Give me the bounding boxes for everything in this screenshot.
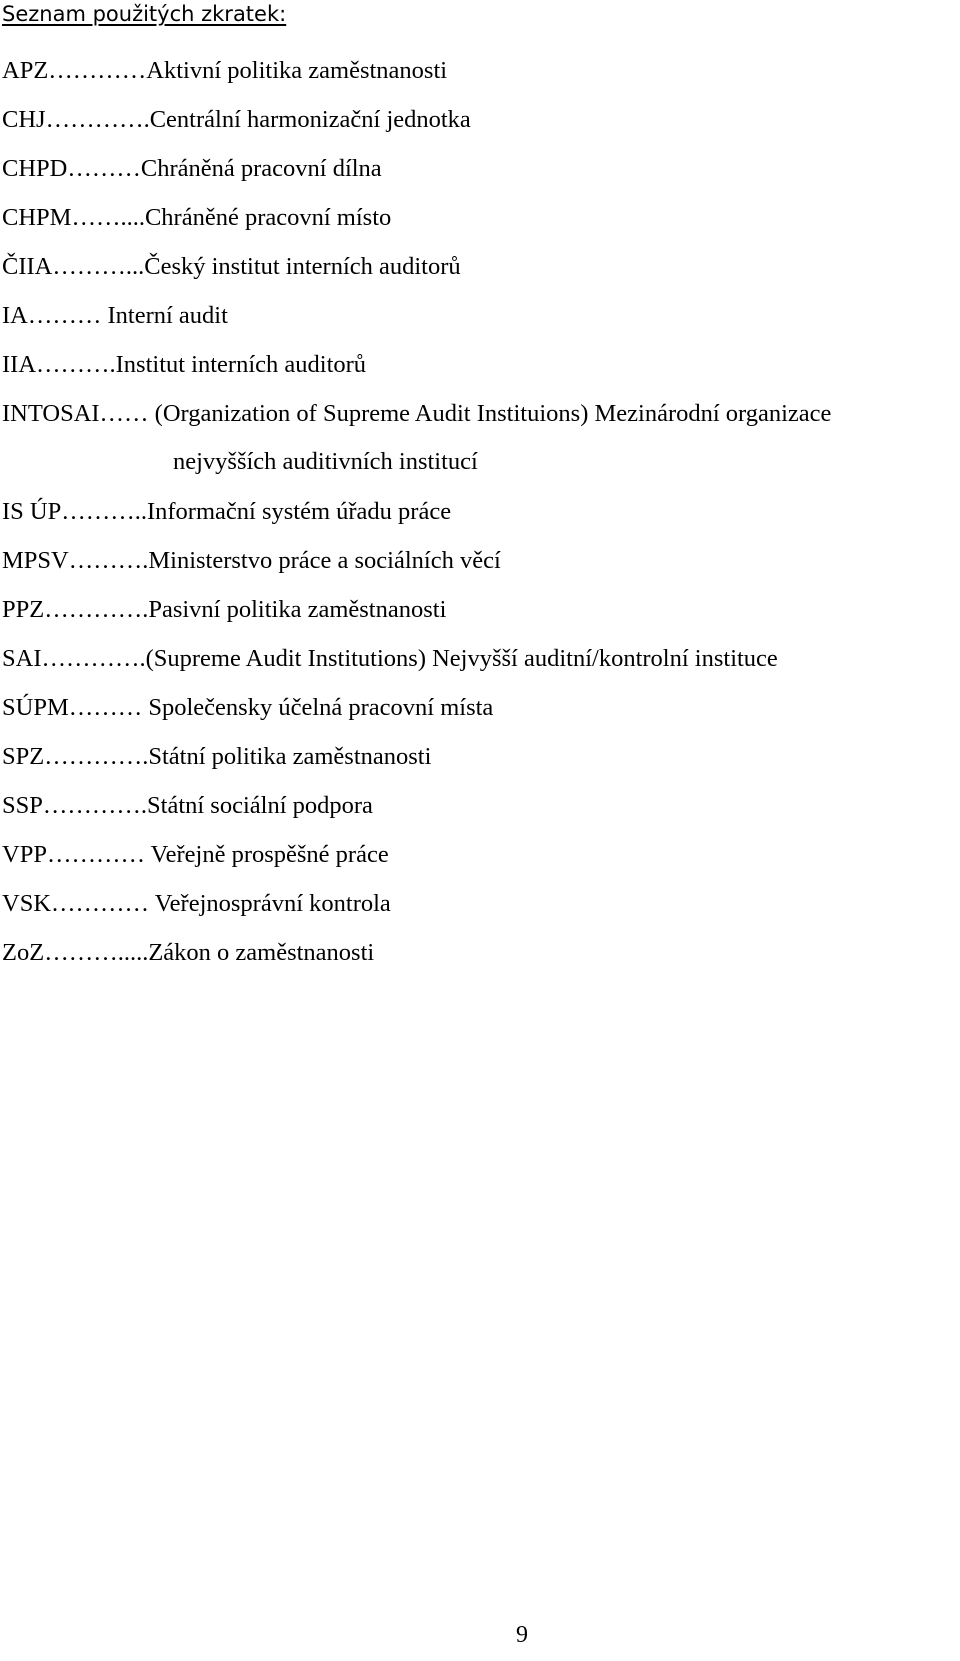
abbreviation: PPZ <box>2 596 45 623</box>
definition: (Organization of Supreme Audit Instituions) Mezinárodní organizace <box>154 400 832 427</box>
dot-leader: ……… <box>67 155 141 182</box>
abbreviation: CHPD <box>2 155 68 182</box>
dot-leader: …………. <box>41 645 146 672</box>
dot-leader: …………. <box>42 792 148 819</box>
abbreviation-list <box>2 56 831 987</box>
definition: Informační systém úřadu práce <box>146 498 452 525</box>
list-item <box>2 105 831 154</box>
list-item <box>2 791 831 840</box>
dot-leader: ………… <box>48 57 147 84</box>
definition: Centrální harmonizační jednotka <box>149 106 471 133</box>
abbreviation: VPP <box>2 841 47 868</box>
page-number: 9 <box>516 1622 528 1648</box>
definition: Chráněná pracovní dílna <box>140 155 382 182</box>
definition: (Supreme Audit Institutions) Nejvyšší auditní/kontrolní instituce <box>145 645 778 672</box>
dot-leader: ………… <box>51 890 155 917</box>
abbreviation: IIA <box>2 351 37 378</box>
definition-continuation: nejvyšších auditivních institucí <box>173 448 478 475</box>
dot-leader: ……… <box>68 694 149 721</box>
page-heading: Seznam použitých zkratek: <box>2 2 287 26</box>
definition: Veřejně prospěšné práce <box>150 841 389 868</box>
list-item <box>2 497 831 546</box>
abbreviation: IA <box>2 302 28 329</box>
list-item <box>2 546 831 595</box>
list-item <box>2 154 831 203</box>
abbreviation: INTOSAI <box>2 400 100 427</box>
list-item <box>2 203 831 252</box>
definition: Institut interních auditorů <box>115 351 367 378</box>
definition: Veřejnosprávní kontrola <box>154 890 391 917</box>
list-item <box>2 742 831 791</box>
dot-leader: …………. <box>44 743 149 770</box>
abbreviation: ZoZ <box>2 939 45 966</box>
list-item <box>2 889 831 938</box>
abbreviation: SAI <box>2 645 42 672</box>
dot-leader: ………. <box>68 547 149 574</box>
dot-leader: ………..... <box>44 939 149 966</box>
list-item <box>2 350 831 399</box>
dot-leader: ……… <box>27 302 108 329</box>
abbreviation: IS ÚP <box>2 498 62 525</box>
abbreviation: SÚPM <box>2 694 69 721</box>
dot-leader: ………. <box>36 351 116 378</box>
definition: Státní sociální podpora <box>147 792 373 819</box>
abbreviation: CHPM <box>2 204 72 231</box>
list-item <box>2 56 831 105</box>
abbreviation: MPSV <box>2 547 69 574</box>
definition: Ministerstvo práce a sociálních věcí <box>148 547 501 574</box>
definition: Chráněné pracovní místo <box>144 204 392 231</box>
abbreviation: SPZ <box>2 743 45 770</box>
definition: Český institut interních auditorů <box>144 253 461 280</box>
abbreviation: ČIIA <box>2 253 53 280</box>
dot-leader: …………. <box>44 596 149 623</box>
dot-leader: ……….. <box>61 498 147 525</box>
list-item <box>2 301 831 350</box>
dot-leader: …………. <box>45 106 150 133</box>
abbreviation: APZ <box>2 57 49 84</box>
definition: Státní politika zaměstnanosti <box>148 743 432 770</box>
list-item <box>2 840 831 889</box>
list-item <box>2 252 831 301</box>
list-item <box>2 595 831 644</box>
definition: Aktivní politika zaměstnanosti <box>146 57 448 84</box>
definition: Společensky účelná pracovní místa <box>148 694 494 721</box>
definition: Zákon o zaměstnanosti <box>148 939 375 966</box>
list-item <box>2 938 831 987</box>
abbreviation: VSK <box>2 890 52 917</box>
dot-leader: ………… <box>46 841 151 868</box>
dot-leader: …….... <box>71 204 145 231</box>
dot-leader: ………... <box>52 253 145 280</box>
abbreviation: SSP <box>2 792 43 819</box>
abbreviation: CHJ <box>2 106 46 133</box>
dot-leader: …… <box>99 400 155 427</box>
list-item <box>2 693 831 742</box>
definition: Pasivní politika zaměstnanosti <box>148 596 447 623</box>
list-item <box>2 399 831 497</box>
definition: Interní audit <box>107 302 228 329</box>
list-item <box>2 644 831 693</box>
